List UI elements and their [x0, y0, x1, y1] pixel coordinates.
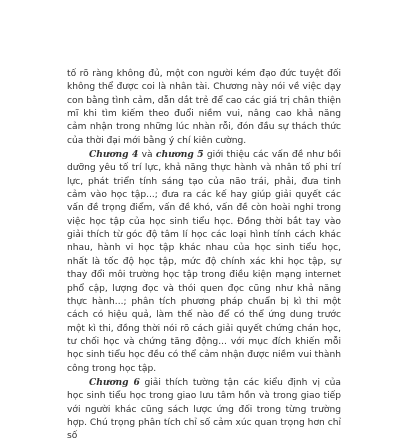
- chapter-4-ref: Chương 4: [89, 149, 139, 161]
- body-text: [67, 68, 341, 444]
- paragraph-2: [67, 148, 341, 376]
- connector-text: và: [141, 150, 153, 161]
- paragraph-3-text: giải thích tường tận các kiểu định vị của học sinh tiểu học trong giao lưu tâm hồn và trong giao tiếp với người khác cũng sách lược ứng đối trong từng trường hợp. Chú trọng phân tích chỉ số cảm xúc quan trọng hơn chỉ số: [67, 377, 341, 442]
- chapter-6-ref: Chương 6: [89, 376, 140, 388]
- paragraph-1: [67, 68, 341, 148]
- chapter-5-ref: chương 5: [155, 149, 204, 161]
- paragraph-3: [67, 376, 341, 444]
- paragraph-1-text: tố rõ ràng không đủ, một con người kém đạo đức tuyệt đối không thể được coi là nhân tài. Chương này nói về việc dạy con bằng tình cảm, dẫn dắt trẻ để cao các giá trị chân thiện mĩ khi tìm kiếm theo đuổi niềm vui, nâng cao khả năng cảm nhận trong những lúc nhàn rỗi, đón đầu sự thách thức của thời đại mới bằng ý chí kiên cường.: [67, 69, 341, 146]
- paragraph-2-text: giới thiệu các vấn đề như bồi dưỡng yêu tố trí lực, khả năng thực hành và nhân tố phi trí lực, phát triển tính sáng tạo của não trái, phải, đưa tinh cảm vào học tập...; đưa ra các kế hay giúp giải quyết các vấn đề trọng điểm, vấn đề khó, vấn đề còn hoài nghi trong việc học tập của học sinh tiểu học. Đồng thời bắt tay vào giải thích từ góc độ tâm lí học các loại hình tính cách khác nhau, hành vi học tập khác nhau của học sinh tiểu học, nhất là tốc độ học tập, mức độ chính xác khi học tập, sự thay đổi môi trường học tập trong điều kiện mạng internet phổ cập, lượng đọc và thói quen đọc cũng như khả năng thực hành...; phân tích phương pháp chuẩn bị kì thi một cách có hiệu quả, làm thế nào để có thể ứng dung trước một kì thi, đồng thời nói rõ cách giải quyết chứng chán học, tư chối học và chứng tăng động... với mục đích khiến mỗi học sinh tiểu học đều có thể cảm nhận được niềm vui thành công trong học tập.: [67, 150, 341, 374]
